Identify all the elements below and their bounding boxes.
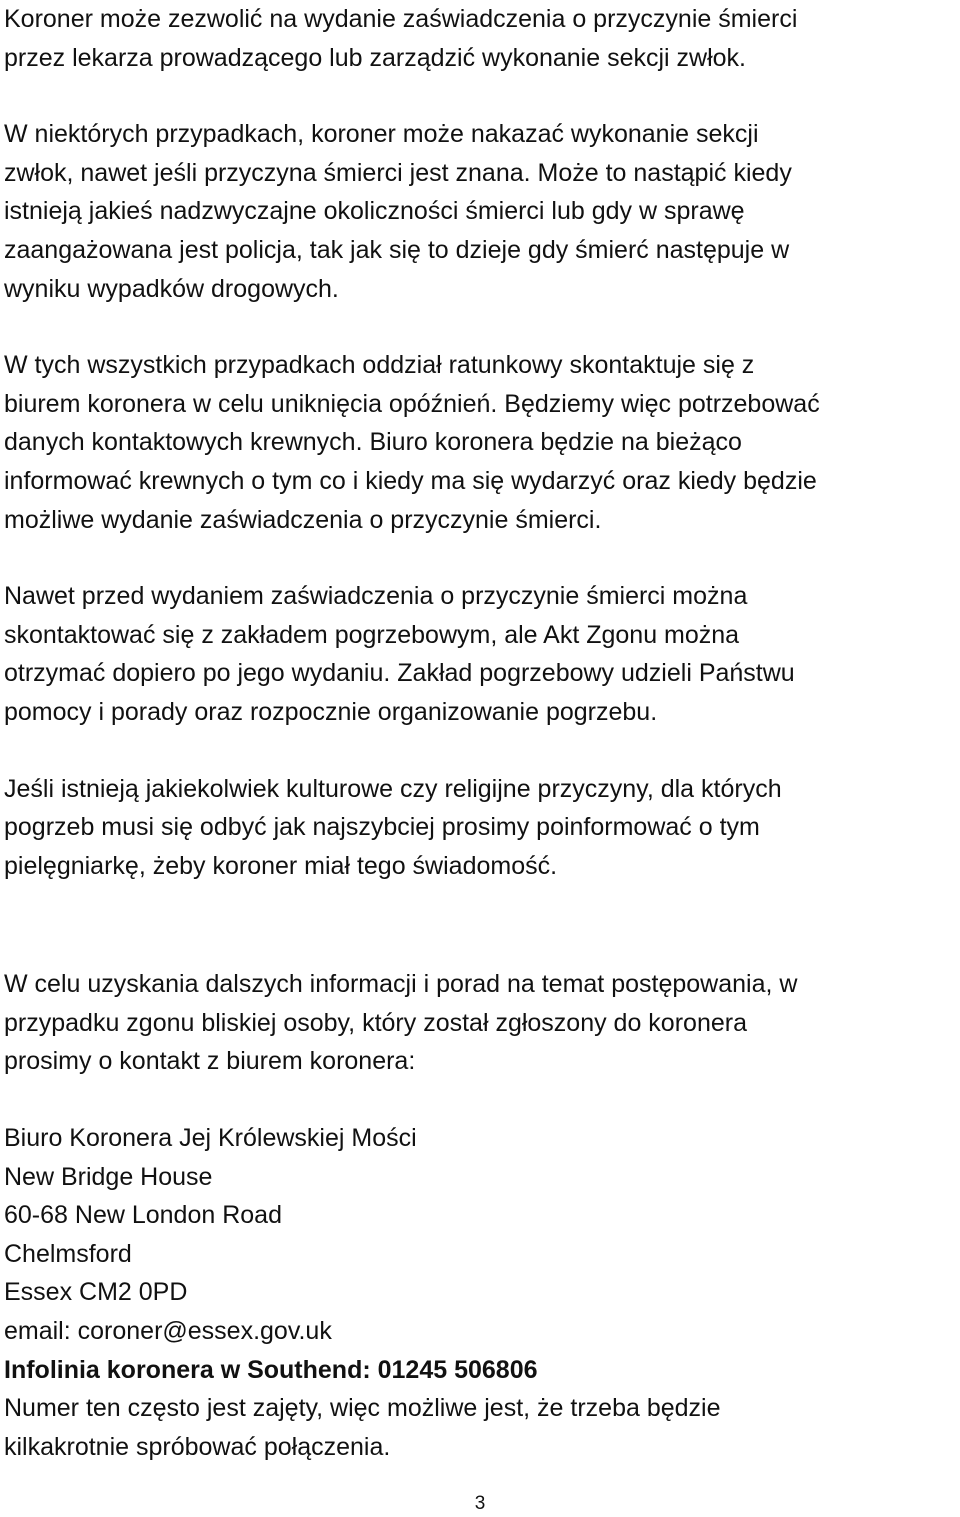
text-line: W niektórych przypadkach, koroner może nakazać wykonanie sekcji xyxy=(4,120,759,149)
paragraph-autopsy-cases xyxy=(4,115,954,308)
text-line: Nawet przed wydaniem zaświadczenia o przyczynie śmierci można xyxy=(4,582,748,611)
address-street: 60-68 New London Road xyxy=(4,1201,282,1230)
address-postcode: Essex CM2 0PD xyxy=(4,1278,188,1307)
address-city: Chelmsford xyxy=(4,1239,132,1268)
text-line: pomocy i porady oraz rozpocznie organizowanie pogrzebu. xyxy=(4,697,658,726)
helpline-note-line: Numer ten często jest zajęty, więc możliwe jest, że trzeba będzie xyxy=(4,1394,721,1423)
helpline-number: Infolinia koronera w Southend: 01245 506806 xyxy=(4,1355,538,1384)
text-line: wyniku wypadków drogowych. xyxy=(4,274,339,303)
text-line: biurem koronera w celu uniknięcia opóźnień. Będziemy więc potrzebować xyxy=(4,389,820,418)
text-line: przypadku zgonu bliskiej osoby, który został zgłoszony do koronera xyxy=(4,1008,747,1037)
text-line: informować krewnych o tym co i kiedy ma się wydarzyć oraz kiedy będzie xyxy=(4,466,817,495)
address-office: Biuro Koronera Jej Królewskiej Mości xyxy=(4,1124,417,1153)
text-line: Jeśli istnieją jakiekolwiek kulturowe czy religijne przyczyny, dla których xyxy=(4,774,782,803)
text-line: W tych wszystkich przypadkach oddział ratunkowy skontaktuje się z xyxy=(4,351,755,380)
helpline-note-line: kilkakrotnie spróbować połączenia. xyxy=(4,1432,391,1461)
text-line: istnieją jakieś nadzwyczajne okoliczności śmierci lub gdy w sprawę xyxy=(4,197,745,226)
text-line: otrzymać dopiero po jego wydaniu. Zakład pogrzebowy udzieli Państwu xyxy=(4,659,795,688)
text-line: skontaktować się z zakładem pogrzebowym, ale Akt Zgonu można xyxy=(4,620,740,649)
text-line: pielęgniarkę, żeby koroner miał tego świadomość. xyxy=(4,851,558,880)
text-line: pogrzeb musi się odbyć jak najszybciej prosimy poinformować o tym xyxy=(4,813,760,842)
paragraph-further-info xyxy=(4,965,954,1081)
page-number: 3 xyxy=(474,1493,486,1514)
coroner-address-block xyxy=(4,1119,954,1466)
document-body xyxy=(4,0,954,1466)
text-line: zaangażowana jest policja, tak jak się to dzieje gdy śmierć następuje w xyxy=(4,235,790,264)
text-line: W celu uzyskania dalszych informacji i porad na temat postępowania, w xyxy=(4,970,798,999)
text-line: danych kontaktowych krewnych. Biuro koronera będzie na bieżąco xyxy=(4,428,742,457)
address-email: email: coroner@essex.gov.uk xyxy=(4,1317,332,1346)
paragraph-emergency-contact xyxy=(4,346,954,539)
paragraph-autopsy-permission xyxy=(4,0,954,77)
text-line: Koroner może zezwolić na wydanie zaświadczenia o przyczynie śmierci xyxy=(4,5,798,33)
text-line: zwłok, nawet jeśli przyczyna śmierci jest znana. Może to nastąpić kiedy xyxy=(4,158,792,187)
text-line: przez lekarza prowadzącego lub zarządzić wykonanie sekcji zwłok. xyxy=(4,43,747,72)
paragraph-religious-reasons xyxy=(4,770,954,886)
text-line: możliwe wydanie zaświadczenia o przyczynie śmierci. xyxy=(4,505,602,534)
text-line: prosimy o kontakt z biurem koronera: xyxy=(4,1047,416,1076)
paragraph-funeral-home xyxy=(4,577,954,731)
address-building: New Bridge House xyxy=(4,1162,213,1191)
